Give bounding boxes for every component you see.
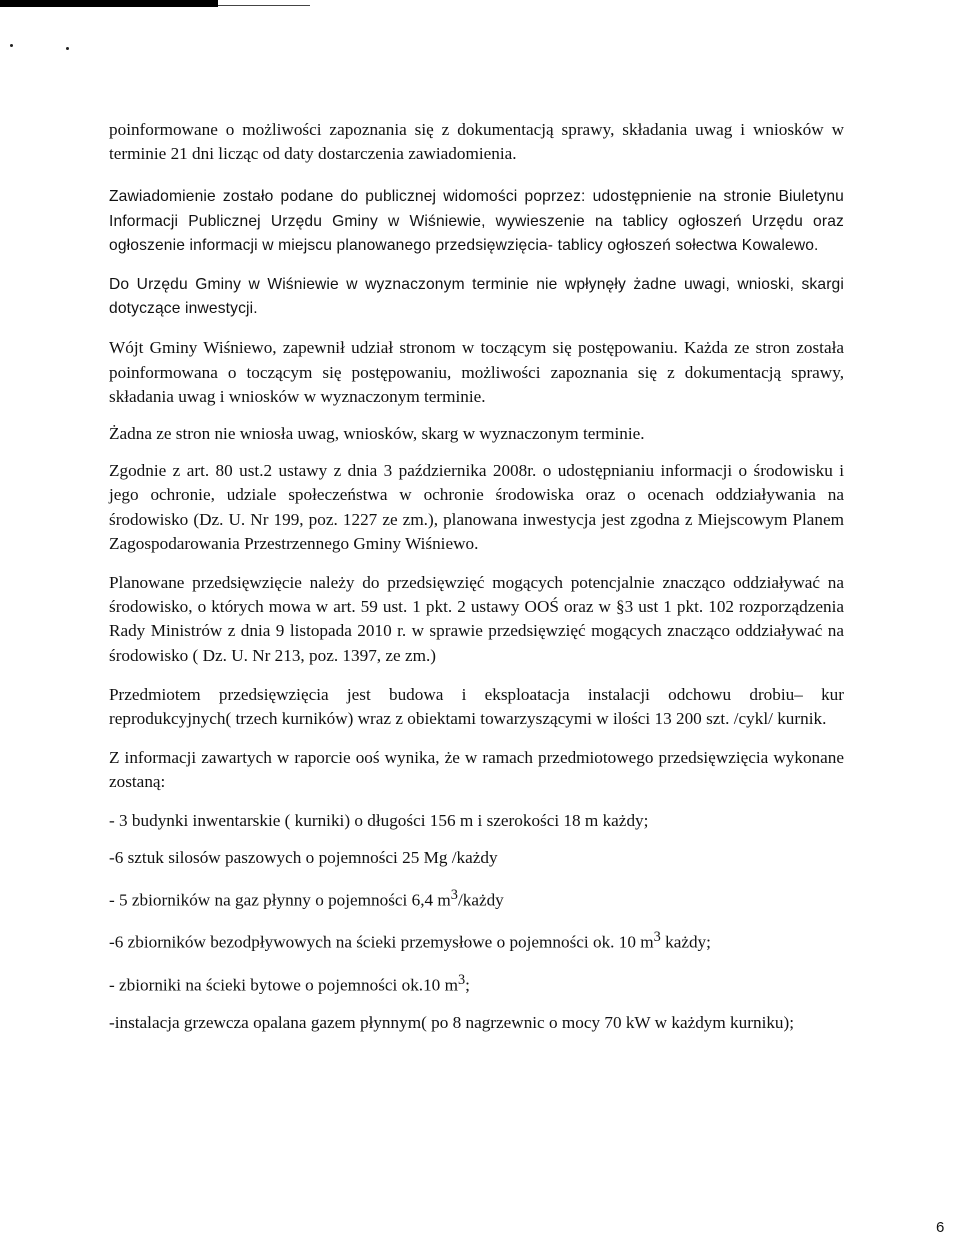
list-item: -instalacja grzewcza opalana gazem płynnym( po 8 nagrzewnic o mocy 70 kW w każdym kurniku); <box>109 1012 795 1032</box>
document-body <box>109 118 844 1035</box>
scan-speck <box>66 47 69 50</box>
list-item: - 5 zbiorników na gaz płynny o pojemności 6,4 $m^3$/każdy <box>109 886 504 910</box>
paragraph: Planowane przedsięwzięcie należy do przedsięwzięć mogących potencjalnie znacząco oddziaływać na środowisko, o których mowa w art. 59 ust. 1 pkt. 2 ustawy OOŚ oraz w §3 ust 1 pkt. 102 rozporządzenia Rady Ministrów z dnia 9 listopada 2010 r. w sprawie przedsięwzięć mogących znacząco oddziaływać na środowisko ( Dz. U. Nr 213, poz. 1397, ze zm.) <box>109 573 844 665</box>
top-rule <box>218 5 310 6</box>
list-item: - zbiorniki na ścieki bytowe o pojemności ok.10 $m^3$; <box>109 972 470 995</box>
paragraph: Zgodnie z art. 80 ust.2 ustawy z dnia 3 października 2008r. o udostępnianiu informacji o środowisku i jego ochronie, udziale społeczeństwa w ochronie środowiska oraz o ocenach oddziaływania na środowisko (Dz. U. Nr 199, poz. 1227 ze zm.), planowana inwestycja jest zgodna z Miejscowym Planem Zagospodarowania Przestrzennego Gminy Wiśniewo. <box>109 461 844 553</box>
paragraph: poinformowane o możliwości zapoznania się z dokumentacją sprawy, składania uwag i wniosków w terminie 21 dni licząc od daty dostarczenia zawiadomienia. <box>109 120 844 164</box>
paragraph: Do Urzędu Gminy w Wiśniewie w wyznaczonym terminie nie wpłynęły żadne uwagi, wnioski, skargi dotyczące inwestycji. <box>109 276 844 318</box>
list-item: -6 zbiorników bezodpływowych na ścieki przemysłowe o pojemności ok. 10 $m^3$ każdy; <box>109 929 711 953</box>
list-item: - 3 budynki inwentarskie ( kurniki) o długości 156 m i szerokości 18 m każdy; <box>109 810 649 830</box>
page-number: 6 <box>936 1219 945 1236</box>
scan-speck <box>10 44 13 47</box>
paragraph: Przedmiotem przedsięwzięcia jest budowa i eksploatacja instalacji odchowu drobiu– kur reprodukcyjnych( trzech kurników) wraz z obiektami towarzyszącymi w ilości 13 200 szt. /cykl/ kurnik. <box>109 684 844 729</box>
paragraph: Zawiadomienie zostało podane do publicznej widomości poprzez: udostępnienie na stronie Biuletynu Informacji Publicznej Urzędu Gminy w Wiśniewie, wywieszenie na tablicy ogłoszeń Urzędu oraz ogłoszenie informacji w miejscu planowanego przedsięwzięcia- tablicy ogłoszeń sołectwa Kowalewo. <box>109 188 844 254</box>
top-border-mark <box>0 0 218 7</box>
list-item: -6 sztuk silosów paszowych o pojemności 25 Mg /każdy <box>109 847 498 867</box>
paragraph: Z informacji zawartych w raporcie ooś wynika, że w ramach przedmiotowego przedsięwzięcia wykonane zostaną: <box>109 748 844 792</box>
paragraph: Wójt Gminy Wiśniewo, zapewnił udział stronom w toczącym się postępowaniu. Każda ze stron została poinformowana o toczącym się postępowaniu, możliwości zapoznania się z dokumentacją sprawy, składania uwag i wniosków w wyznaczonym terminie. <box>109 338 844 406</box>
paragraph: Żadna ze stron nie wniosła uwag, wniosków, skarg w wyznaczonym terminie. <box>109 424 645 444</box>
